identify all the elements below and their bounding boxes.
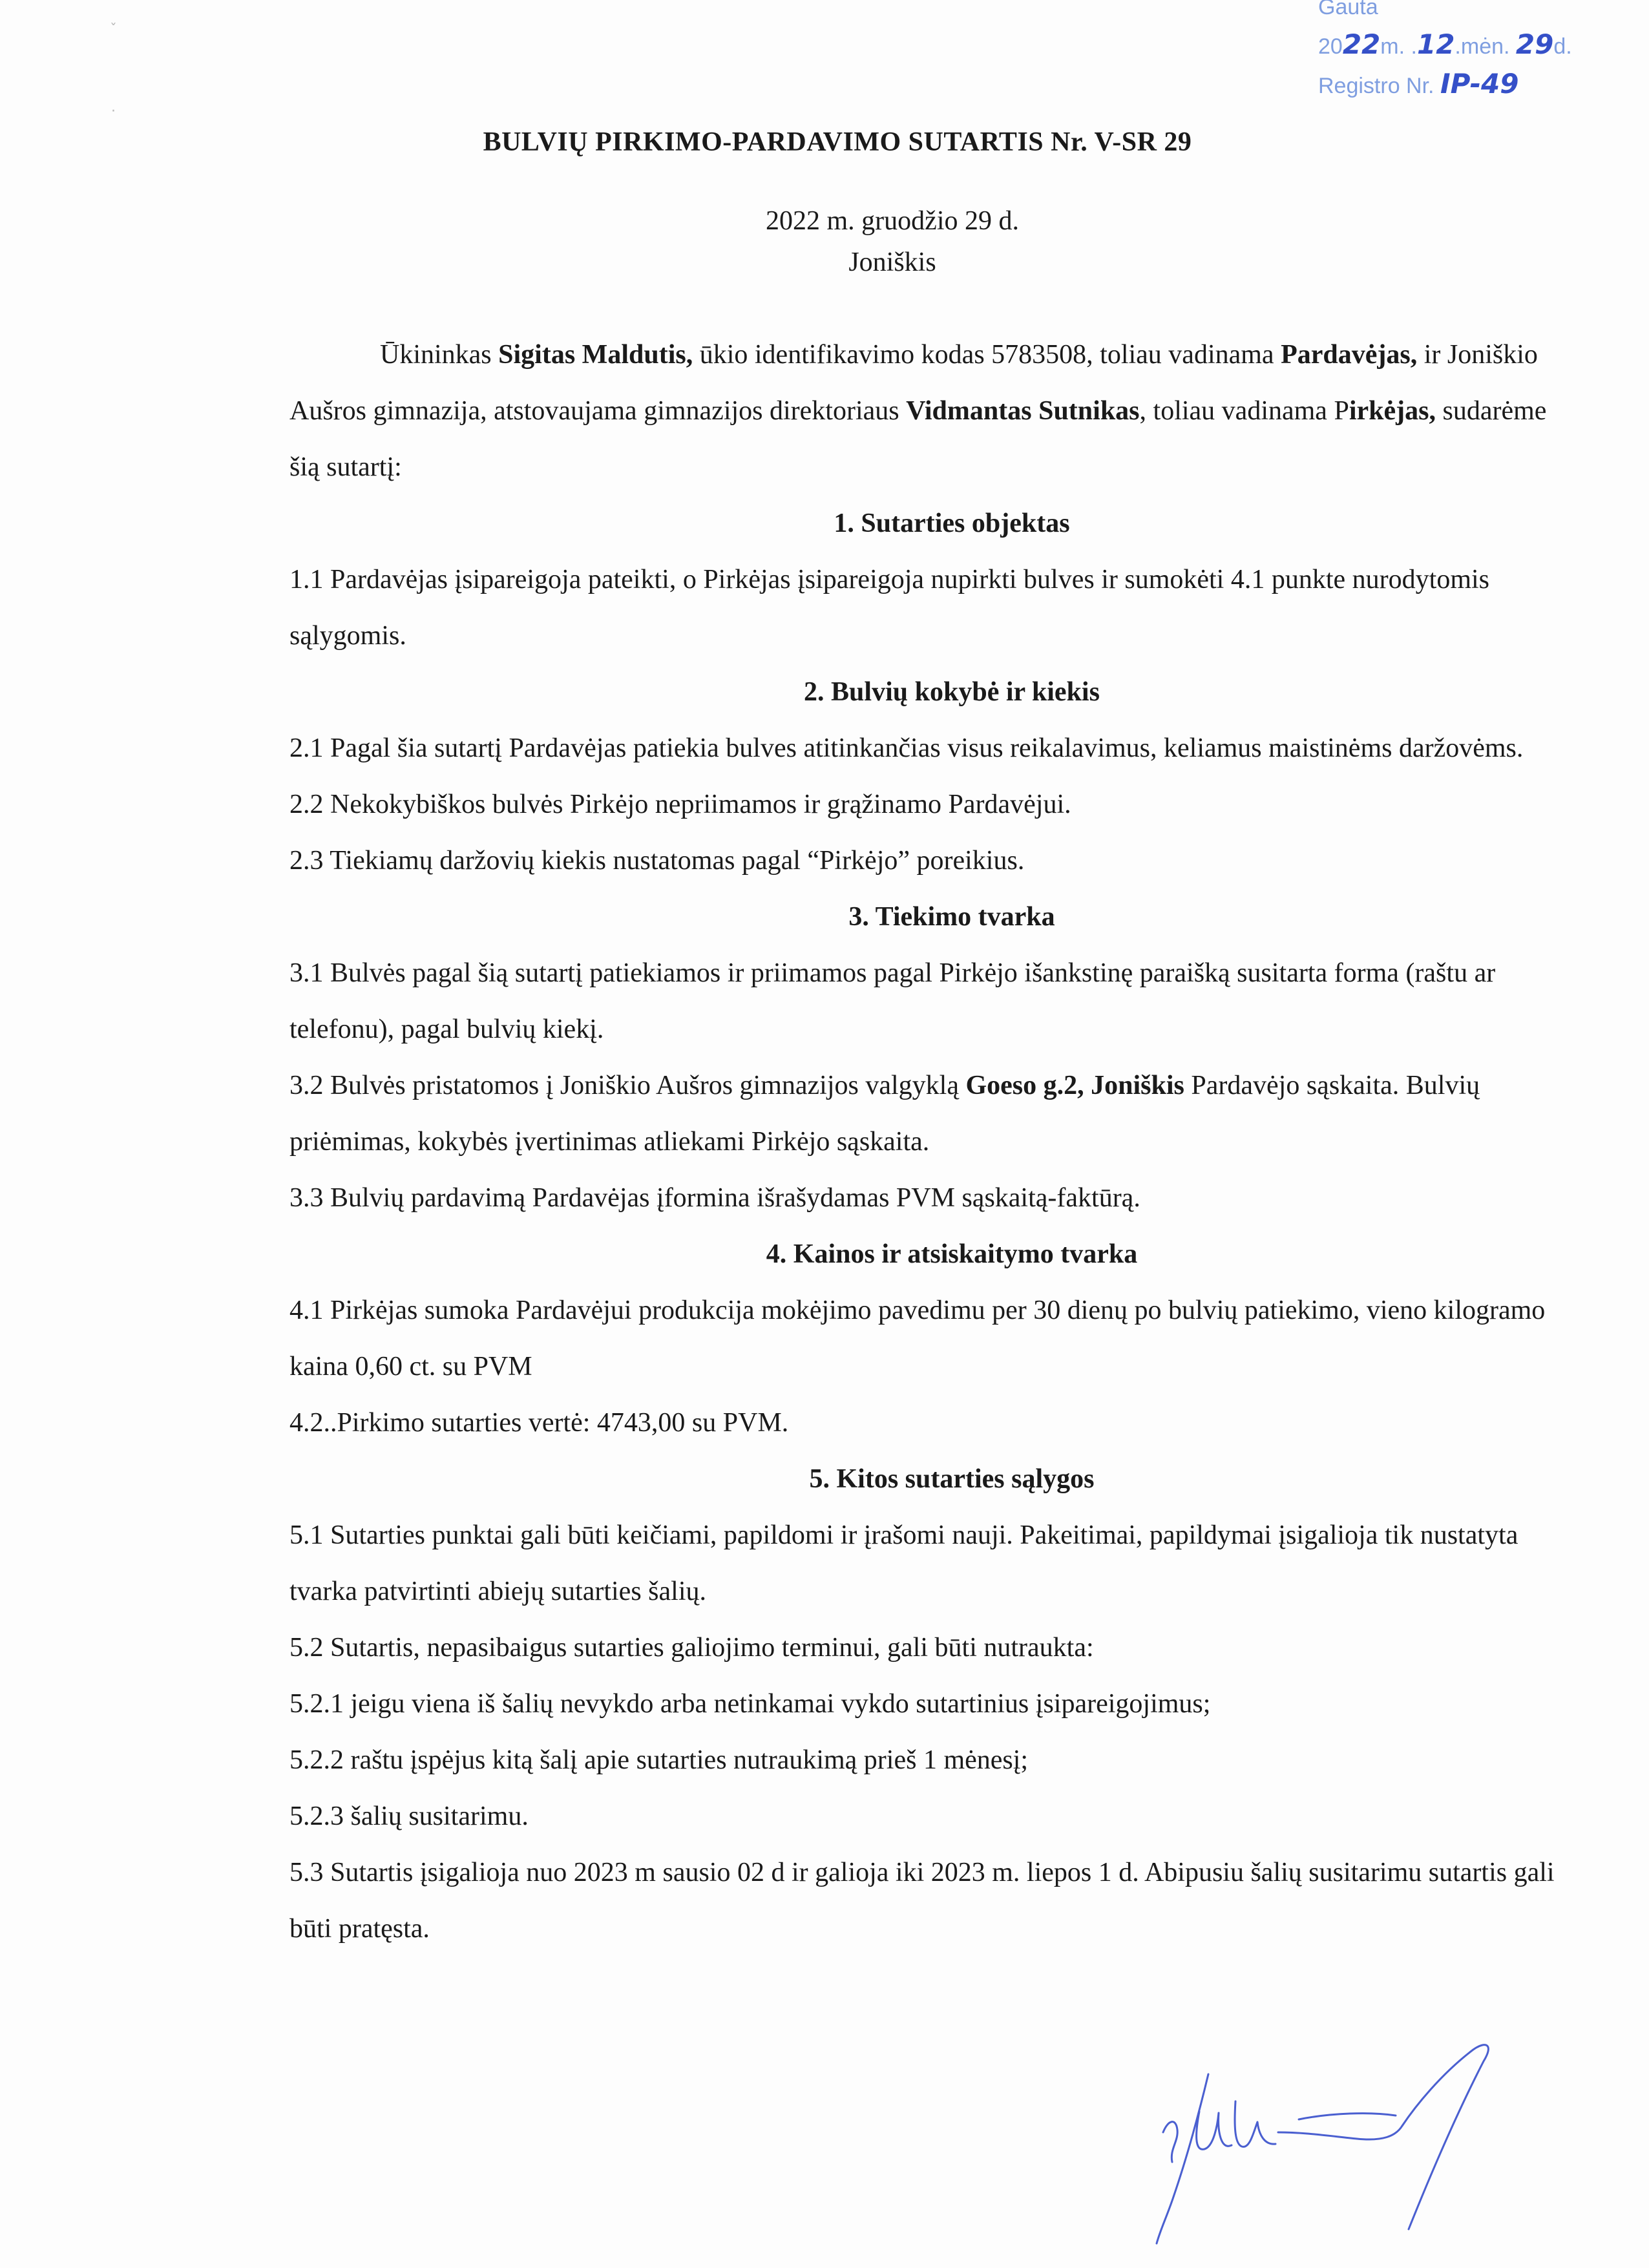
clause-5-2-1: 5.2.1 jeigu viena iš šalių nevykdo arba netinkamai vykdo sutartinius įsipareigojimus; — [289, 1689, 1211, 1719]
stamp-month-label: mėn. — [1460, 34, 1510, 59]
seller-role: Pardavėjas, — [1281, 340, 1418, 370]
clause-2-2: 2.2 Nekokybiškos bulvės Pirkėjo nepriimamos ir grąžinamo Pardavėjui. — [289, 790, 1071, 819]
clause-2-3: 2.3 Tiekiamų daržovių kiekis nustatomas pagal “Pirkėjo” poreikius. — [289, 846, 1025, 876]
stamp-year-prefix: 20 — [1318, 34, 1343, 59]
intro-text: Ūkininkas — [380, 340, 499, 370]
clause-5-2-2: 5.2.2 raštu įspėjus kitą šalį apie sutarties nutraukimą prieš 1 mėnesį; — [289, 1745, 1029, 1775]
signature-stroke — [1299, 2114, 1396, 2119]
document-title: BULVIŲ PIRKIMO-PARDAVIMO SUTARTIS Nr. V-SR 29 — [483, 127, 1192, 157]
handwritten-signature — [1137, 2035, 1564, 2249]
clause-4-1: 4.1 Pirkėjas sumoka Pardavėjui produkcija mokėjimo pavedimu per 30 dienų po bulvių patiekimo, vieno kilogramo kaina 0,60 ct. su PVM — [289, 1296, 1546, 1381]
clause-2-1: 2.1 Pagal šia sutartį Pardavėjas patiekia bulves atitinkančias visus reikalavimus, keliamus maistinėms daržovėms. — [289, 733, 1524, 763]
section-heading: 4. Kainos ir atsiskaitymo tvarka — [766, 1239, 1138, 1269]
scan-mark: ˇ — [110, 22, 117, 38]
registration-stamp — [1318, 0, 1615, 111]
stamp-registry-label: Registro Nr. — [1318, 74, 1434, 98]
document-meta — [0, 200, 1649, 283]
delivery-address: Goeso g.2, Joniškis — [965, 1071, 1184, 1100]
signature-stroke — [1163, 2122, 1177, 2162]
signature-stroke — [1235, 2101, 1276, 2147]
document-date: 2022 m. gruodžio 29 d. — [766, 206, 1019, 236]
clause-text: Pardavėjo sąskaita. Bulvių priėmimas, kokybės įvertinimas atliekami Pirkėjo sąskaita. — [289, 1071, 1480, 1157]
scan-mark: · — [111, 103, 116, 120]
signature-stroke — [1197, 2112, 1232, 2149]
clause-5-2-3: 5.2.3 šalių susitarimu. — [289, 1801, 529, 1831]
signature-stroke — [1157, 2074, 1208, 2243]
clause-1-1: 1.1 Pardavėjas įsipareigoja pateikti, o Pirkėjas įsipareigoja nupirkti bulves ir sumokėti 4.1 punkte nurodytomis sąlygomis. — [289, 565, 1490, 651]
clause-4-2: 4.2..Pirkimo sutarties vertė: 4743,00 su PVM. — [289, 1408, 789, 1438]
contract-body — [289, 327, 1575, 1957]
signature-stroke — [1278, 2126, 1402, 2139]
section-heading: 1. Sutarties objektas — [834, 509, 1070, 538]
buyer-role: irkėjas, — [1349, 396, 1436, 426]
stamp-date-line: 2022m. .12.mėn. 29d. — [1318, 28, 1572, 60]
clause-3-2 — [289, 1058, 1575, 1170]
seller-name: Sigitas Maldutis, — [498, 340, 693, 370]
stamp-year-suffix: m. — [1380, 34, 1405, 59]
section-heading: 5. Kitos sutarties sąlygos — [809, 1464, 1095, 1494]
clause-text: 3.2 Bulvės pristatomos į Joniškio Aušros gimnazijos valgyklą — [289, 1071, 966, 1100]
clause-5-3: 5.3 Sutartis įsigalioja nuo 2023 m sausio 02 d ir galioja iki 2023 m. liepos 1 d. Abipusiu šalių susitarimu sutartis gali būti pratęsta. — [289, 1858, 1555, 1944]
intro-paragraph — [289, 327, 1575, 496]
clause-5-2: 5.2 Sutartis, nepasibaigus sutarties galiojimo terminui, gali būti nutraukta: — [289, 1633, 1094, 1663]
stamp-year-hand: 22 — [1342, 28, 1381, 60]
stamp-month-hand: 12 — [1416, 28, 1455, 60]
stamp-received-label: Gauta — [1318, 0, 1378, 19]
intro-text: ūkio identifikavimo kodas 5783508, toliau vadinama — [693, 340, 1281, 370]
intro-text: ir Joniškio Aušros gimnazija, atstovaujama gimnazijos direktoriaus — [289, 340, 1538, 426]
clause-3-3: 3.3 Bulvių pardavimą Pardavėjas įformina išrašydamas PVM sąskaitą-faktūrą. — [289, 1183, 1140, 1213]
section-heading: 3. Tiekimo tvarka — [848, 902, 1055, 932]
stamp-registry-hand: IP-49 — [1440, 68, 1519, 100]
stamp-day-hand: 29 — [1515, 28, 1554, 60]
clause-5-1: 5.1 Sutarties punktai gali būti keičiami, papildomi ir įrašomi nauji. Pakeitimai, papildymai įsigalioja tik nustatyta tvarka patvirtinti abiejų sutarties šalių. — [289, 1520, 1518, 1606]
stamp-registry-line — [1318, 65, 1615, 105]
intro-text: sudarėme šią sutartį: — [289, 396, 1547, 482]
section-heading: 2. Bulvių kokybė ir kiekis — [804, 677, 1100, 707]
intro-text: , toliau vadinama P — [1139, 396, 1349, 426]
director-name: Vidmantas Sutnikas — [906, 396, 1140, 426]
signature-stroke — [1402, 2045, 1488, 2229]
document-place: Joniškis — [848, 247, 936, 277]
clause-3-1: 3.1 Bulvės pagal šią sutartį patiekiamos ir priimamos pagal Pirkėjo išankstinę paraišką susitarta forma (raštu ar telefonu), pagal bulvių kiekį. — [289, 958, 1496, 1044]
stamp-day-label: d. — [1553, 34, 1572, 59]
